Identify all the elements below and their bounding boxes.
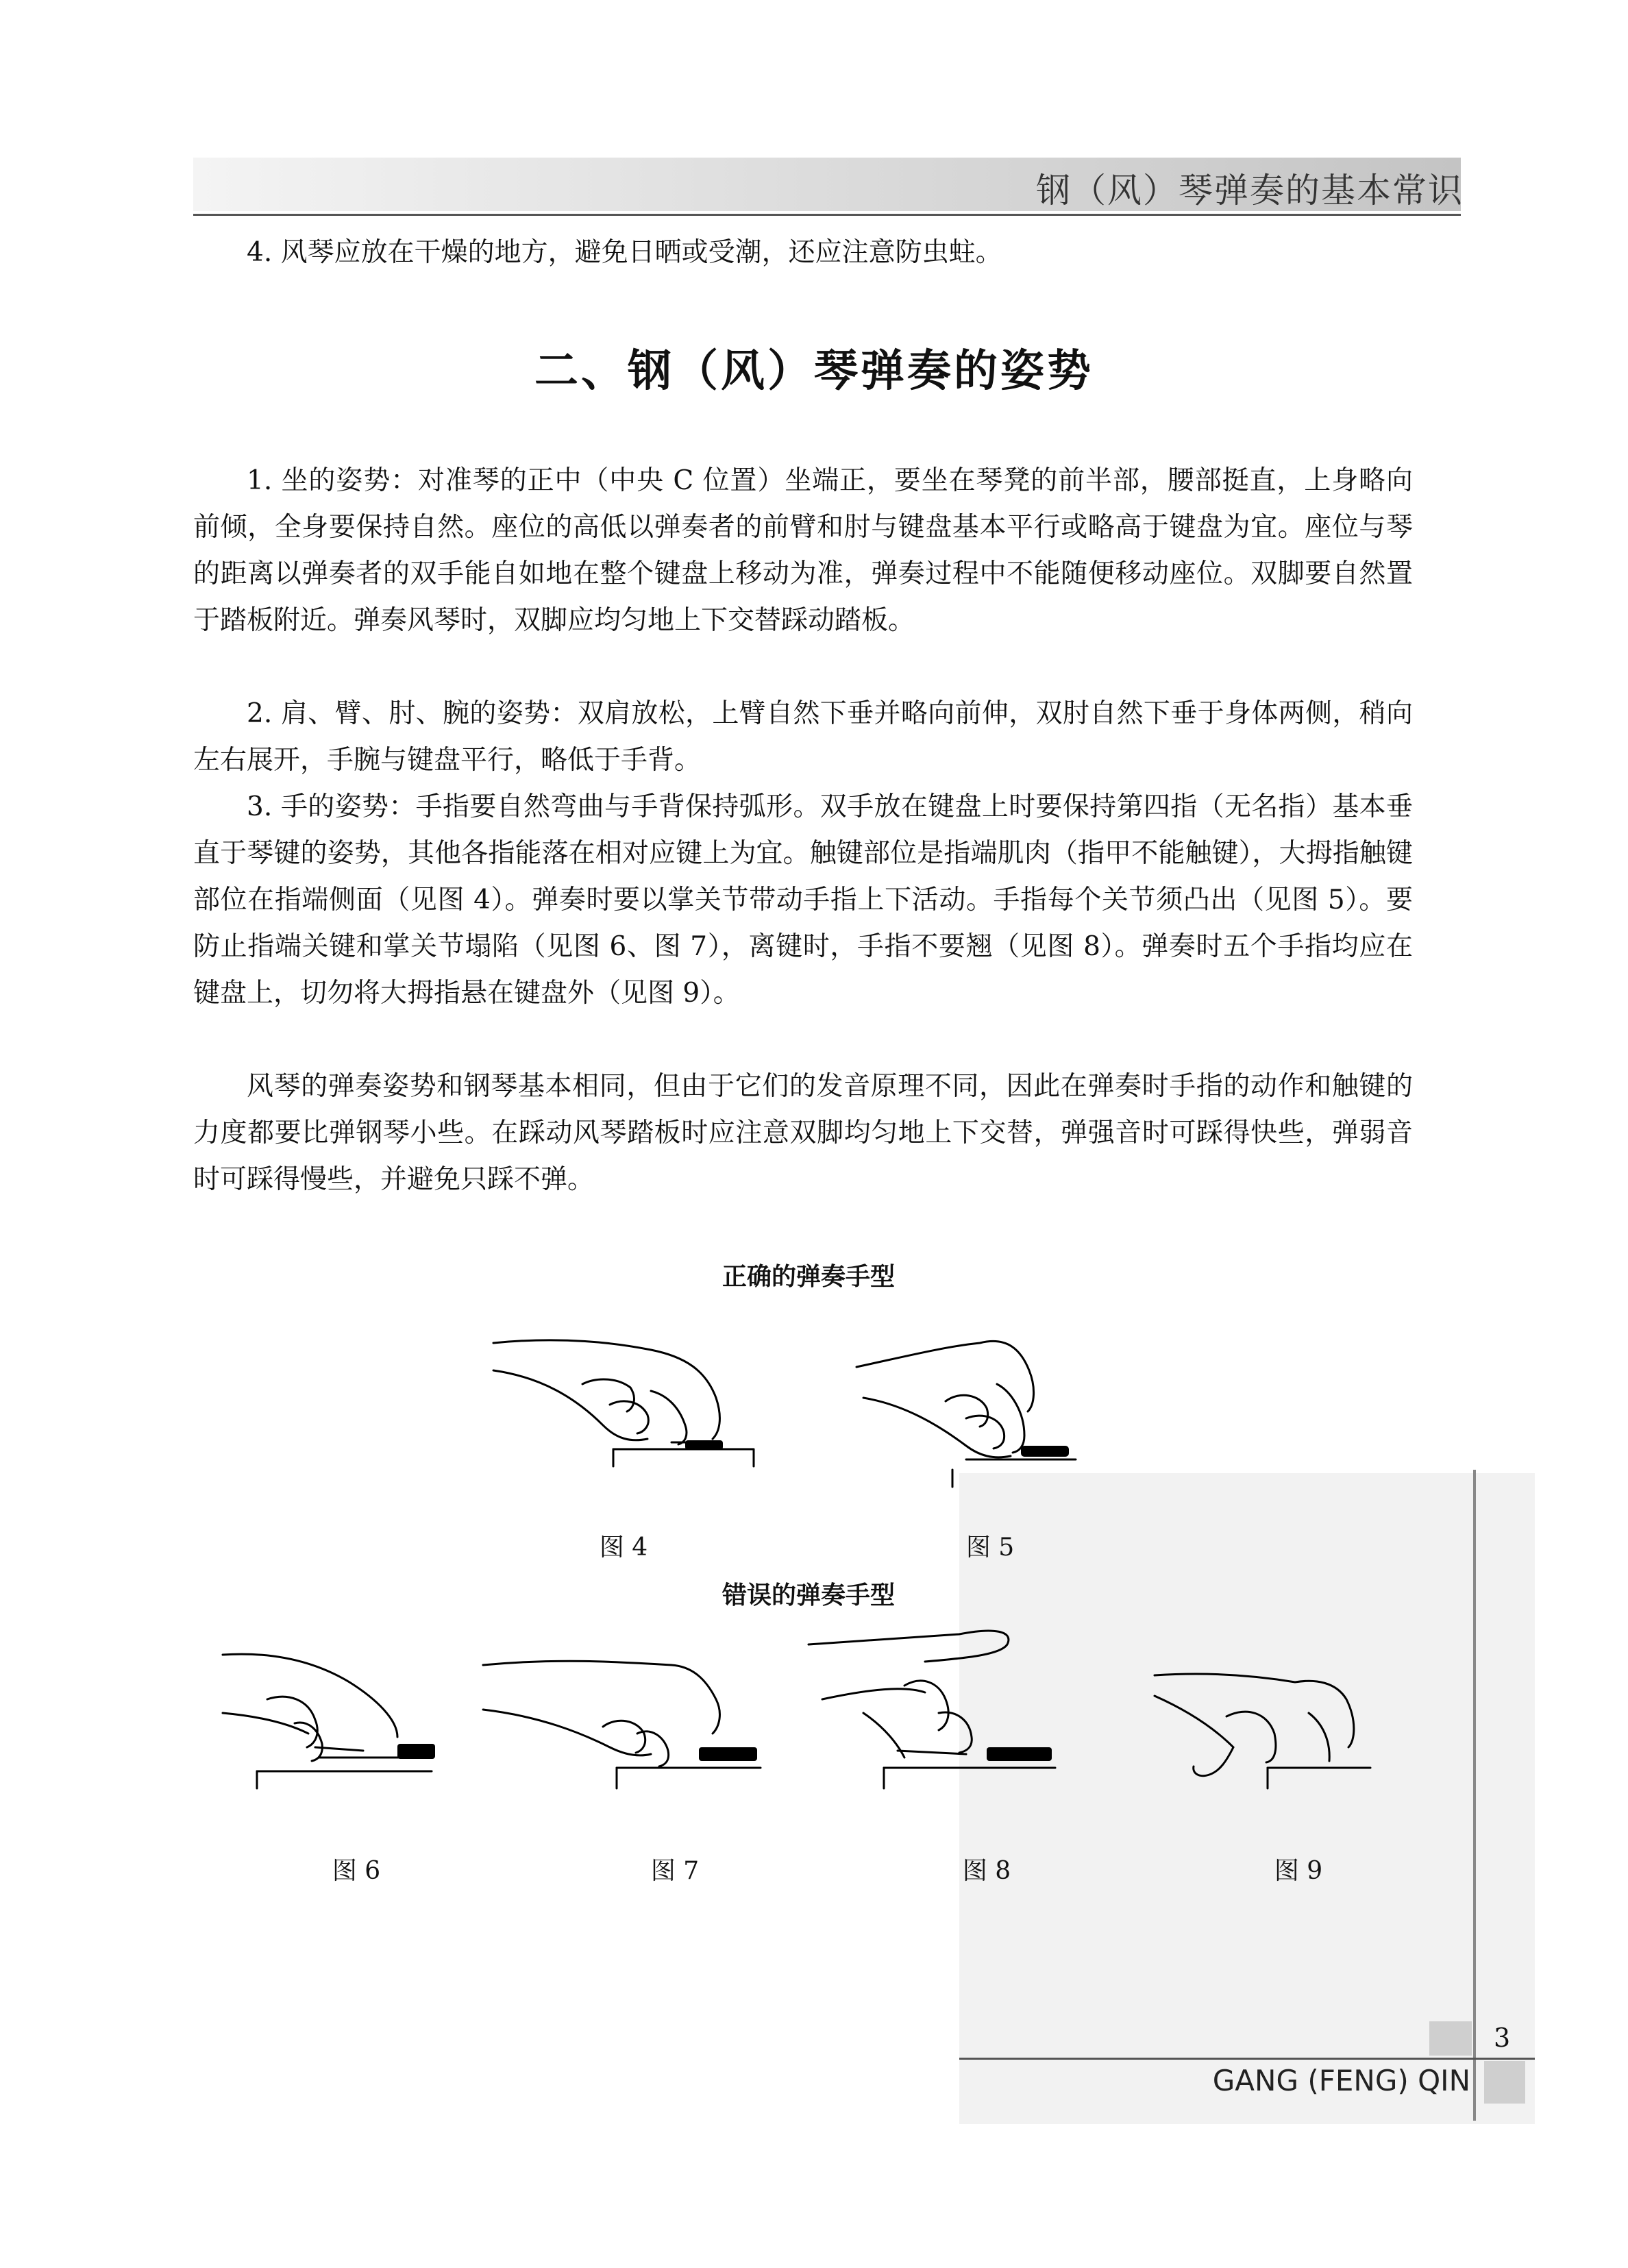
figure-8-caption: 图 8 — [962, 1857, 1011, 1885]
figure-4-illustration — [480, 1322, 767, 1480]
wrong-hand-heading: 错误的弹奏手型 — [722, 1581, 895, 1610]
figure-9-caption: 图 9 — [1274, 1857, 1323, 1885]
running-header-title: 钢（风）琴弹奏的基本常识 — [1036, 171, 1464, 210]
paragraph-shoulders: 2. 肩、臂、肘、腕的姿势：双肩放松，上臂自然下垂并略向前伸，双肘自然下垂于身体两侧，稍向左右展开，手腕与键盘平行，略低于手背。 — [193, 698, 1413, 776]
paragraph-organ: 风琴的弹奏姿势和钢琴基本相同，但由于它们的发音原理不同，因此在弹奏时手指的动作和触键的力度都要比弹钢琴小些。在踩动风琴踏板时应注意双脚均匀地上下交替，弹强音时可踩得快些，弹弱音时可踩得慢些，并避免只踩不弹。 — [193, 1071, 1413, 1195]
section-title: 二、钢（风）琴弹奏的姿势 — [534, 345, 1094, 397]
figure-6-caption: 图 6 — [332, 1857, 381, 1885]
running-footer-title: GANG (FENG) QIN — [1212, 2064, 1470, 2097]
header-rule — [193, 214, 1461, 216]
figure-8-illustration — [802, 1624, 1076, 1802]
correct-hand-heading: 正确的弹奏手型 — [722, 1263, 895, 1291]
figure-4-caption: 图 4 — [599, 1533, 648, 1562]
figure-5-illustration — [850, 1322, 1110, 1480]
figure-5-caption: 图 5 — [965, 1533, 1015, 1562]
decorative-vertical-rule — [1473, 1470, 1476, 2121]
page-number-box — [1429, 2021, 1472, 2056]
intro-item: 4. 风琴应放在干燥的地方，避免日晒或受潮，还应注意防虫蛀。 — [247, 237, 1002, 268]
paragraph-hands: 3. 手的姿势：手指要自然弯曲与手背保持弧形。双手放在键盘上时要保持第四指（无名指）基本垂直于琴键的姿势，其他各指能落在相对应键上为宜。触键部位是指端肌肉（指甲不能触键），大拇指触键部位在指端侧面（见图 4）。弹奏时要以掌关节带动手指上下活动。手指每个关节须凸出（见图 5）。要防止指端关键和掌关节塌陷（见图 6、图 7），离键时，手指不要翘（见图 8）。弹奏时五个手指均应在键盘上，切勿将大拇指悬在键盘外（见图 9）。 — [193, 791, 1413, 1009]
figure-6-illustration — [219, 1644, 445, 1802]
figure-7-illustration — [480, 1658, 767, 1802]
footer-rule — [959, 2058, 1535, 2060]
footer-box — [1484, 2061, 1525, 2104]
page-number: 3 — [1494, 2023, 1511, 2053]
figure-9-illustration — [1151, 1658, 1384, 1802]
figure-7-caption: 图 7 — [650, 1857, 700, 1885]
paragraph-sitting: 1. 坐的姿势：对准琴的正中（中央 C 位置）坐端正，要坐在琴凳的前半部，腰部挺直，上身略向前倾，全身要保持自然。座位的高低以弹奏者的前臂和肘与键盘基本平行或略高于键盘为宜。座位与琴的距离以弹奏者的双手能自如地在整个键盘上移动为准，弹奏过程中不能随便移动座位。双脚要自然置于踏板附近。弹奏风琴时，双脚应均匀地上下交替踩动踏板。 — [193, 465, 1413, 636]
